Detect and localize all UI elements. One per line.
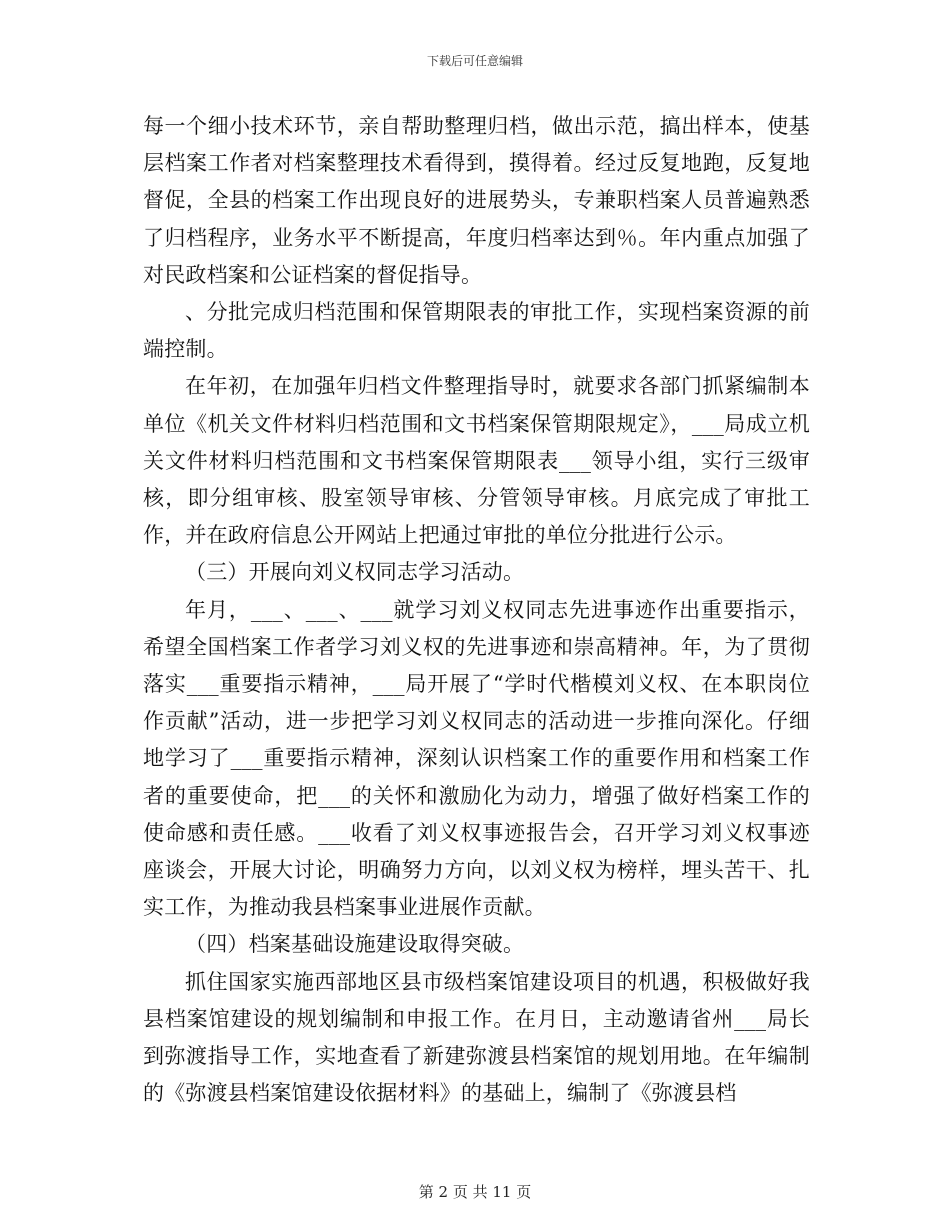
page-header: 下载后可任意编辑 (426, 54, 523, 68)
paragraph: 年月，___、___、___就学习刘义权同志先进事迹作出重要指示，希望全国档案工作者学习刘义权的先进事迹和崇高精神。年，为了贯彻落实___重要指示精神，___局开展了“学时代楷模刘义权、在本职岗位作贡献”活动，进一步把学习刘义权同志的活动进一步推向深化。仔细地学习了___重要指示精神，深刻认识档案工作的重要作用和档案工作者的重要使命，把___的关怀和激励化为动力，增强了做好档案工作的使命感和责任感。___收看了刘义权事迹报告会，召开学习刘义权事迹座谈会，开展大讨论，明确努力方向，以刘义权为榜样，埋头苦干、扎实工作，为推动我县档案事业进展作贡献。 (143, 597, 810, 920)
section-heading: （四）档案基础设施建设取得突破。 (185, 932, 525, 957)
section-heading: （三）开展向刘义权同志学习活动。 (185, 560, 525, 585)
paragraph: 每一个细小技术环节，亲自帮助整理归档，做出示范，搞出样本，使基层档案工作者对档案整理技术看得到，摸得着。经过反复地跑，反复地督促，全县的档案工作出现良好的进展势头，专兼职档案人员普遍熟悉了归档程序，业务水平不断提高，年度归档率达到％。年内重点加强了对民政档案和公证档案的督促指导。 (143, 114, 810, 287)
document-body (143, 108, 810, 1112)
paragraph: 抓住国家实施西部地区县市级档案馆建设项目的机遇，积极做好我县档案馆建设的规划编制和申报工作。在月日，主动邀请省州___局长到弥渡指导工作，实地查看了新建弥渡县档案馆的规划用地。在年编制的《弥渡县档案馆建设依据材料》的基础上，编制了《弥渡县档 (143, 969, 810, 1106)
paragraph: 在年初，在加强年归档文件整理指导时，就要求各部门抓紧编制本单位《机关文件材料归档范围和文书档案保管期限规定》，___局成立机关文件材料归档范围和文书档案保管期限表___领导小组，实行三级审核，即分组审核、股室领导审核、分管领导审核。月底完成了审批工作，并在政府信息公开网站上把通过审批的单位分批进行公示。 (143, 374, 810, 548)
paragraph: 、分批完成归档范围和保管期限表的审批工作，实现档案资源的前端控制。 (143, 300, 810, 362)
page-number: 第 2 页 共 11 页 (418, 1183, 532, 1201)
